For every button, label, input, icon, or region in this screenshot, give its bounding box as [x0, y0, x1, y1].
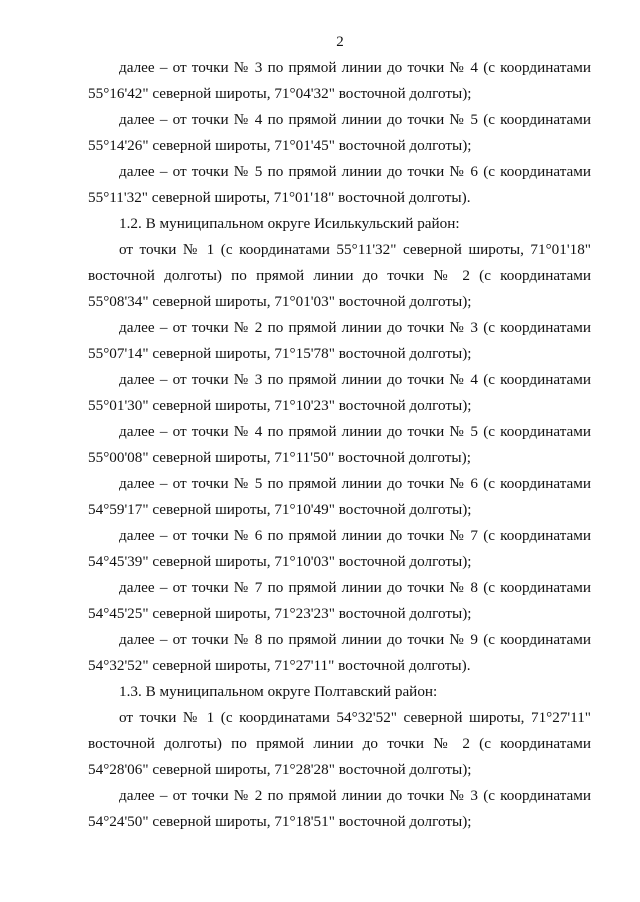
paragraph-poltava-point-3: далее – от точки № 2 по прямой линии до точки № 3 (с координатами 54°24'50" северной широты, 71°18'51" восточной долготы);: [88, 787, 591, 830]
paragraph-point-5: далее – от точки № 4 по прямой линии до точки № 5 (с координатами 55°14'26" северной широты, 71°01'45" восточной долготы);: [88, 111, 591, 154]
document-body: [88, 55, 591, 835]
paragraph-poltava-point-1: от точки № 1 (с координатами 54°32'52" северной широты, 71°27'11" восточной долготы) по прямой линии до точки № 2 (с координатами 54°28'06" северной широты, 71°28'28" восточной долготы);: [88, 709, 591, 778]
page-number: 2: [336, 34, 344, 50]
paragraph-isilkul-point-8: далее – от точки № 7 по прямой линии до точки № 8 (с координатами 54°45'25" северной широты, 71°23'23" восточной долготы);: [88, 579, 591, 622]
paragraph-isilkul-point-4: далее – от точки № 3 по прямой линии до точки № 4 (с координатами 55°01'30" северной широты, 71°10'23" восточной долготы);: [88, 371, 591, 414]
paragraph-point-4: далее – от точки № 3 по прямой линии до точки № 4 (с координатами 55°16'42" северной широты, 71°04'32" восточной долготы);: [88, 59, 591, 102]
paragraph-isilkul-point-1: от точки № 1 (с координатами 55°11'32" северной широты, 71°01'18" восточной долготы) по прямой линии до точки № 2 (с координатами 55°08'34" северной широты, 71°01'03" восточной долготы);: [88, 241, 591, 310]
paragraph-isilkul-point-6: далее – от точки № 5 по прямой линии до точки № 6 (с координатами 54°59'17" северной широты, 71°10'49" восточной долготы);: [88, 475, 591, 518]
section-heading-1-3: 1.3. В муниципальном округе Полтавский район:: [119, 683, 438, 700]
section-heading-1-2: 1.2. В муниципальном округе Исилькульский район:: [119, 215, 460, 232]
paragraph-isilkul-point-7: далее – от точки № 6 по прямой линии до точки № 7 (с координатами 54°45'39" северной широты, 71°10'03" восточной долготы);: [88, 527, 591, 570]
paragraph-point-6: далее – от точки № 5 по прямой линии до точки № 6 (с координатами 55°11'32" северной широты, 71°01'18" восточной долготы).: [88, 163, 591, 206]
paragraph-isilkul-point-3: далее – от точки № 2 по прямой линии до точки № 3 (с координатами 55°07'14" северной широты, 71°15'78" восточной долготы);: [88, 319, 591, 362]
paragraph-isilkul-point-9: далее – от точки № 8 по прямой линии до точки № 9 (с координатами 54°32'52" северной широты, 71°27'11" восточной долготы).: [88, 631, 591, 674]
paragraph-isilkul-point-5: далее – от точки № 4 по прямой линии до точки № 5 (с координатами 55°00'08" северной широты, 71°11'50" восточной долготы);: [88, 423, 591, 466]
